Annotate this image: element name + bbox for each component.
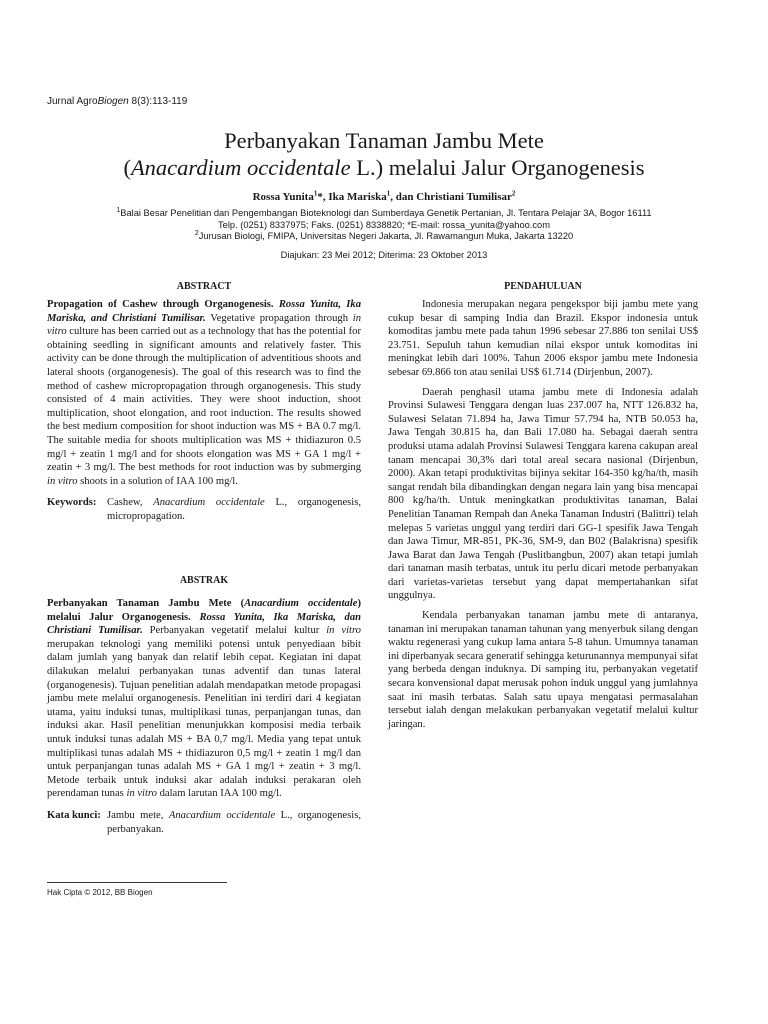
- affiliations: [0, 208, 768, 243]
- affiliation-1: $^1$Balai Besar Penelitian dan Pengembangan Bioteknologi dan Sumberdaya Genetik Pertanian, Jl. Tentara Pelajar 3A, Bogor 16111: [116, 206, 652, 218]
- copyright-notice: Hak Cipta © 2012, BB Biogen: [47, 888, 153, 897]
- keywords-text: Cashew, Anacardium occidentale L., organogenesis, micropropagation.: [107, 497, 361, 522]
- keywords-label: Keywords:: [47, 497, 97, 509]
- pendahuluan-heading: PENDAHULUAN: [504, 281, 582, 292]
- affiliation-2: $^2$Jurusan Biologi, FMIPA, Universitas Negeri Jakarta, Jl. Rawamangun Muka, Jakarta 13220: [194, 229, 574, 241]
- abstrak-body: [47, 597, 361, 836]
- title-line-2: (Anacardium occidentale L.) melalui Jalur Organogenesis: [123, 155, 645, 180]
- keywords: [47, 496, 361, 523]
- abstrak-paragraph: Perbanyakan Tanaman Jambu Mete (Anacardium occidentale) melalui Jalur Organogenesis. Rossa Yunita, Ika Mariska, dan Christiani Tumilisar. Perbanyakan vegetatif melalui kultur in vitro merupakan teknologi yang memiliki potensi untuk penyediaan bibit dalam jumlah yang banyak dan relatif lebih cepat. Kegiatan ini dapat dilakukan melalui perbanyakan tunas adventif dan tunas lateral (organogenesis). Tujuan penelitian adalah mendapatkan metode propagasi jambu mete melalui organogenesis. Penelitian ini terdiri dari 4 kegiatan utama, yaitu induksi tunas, multiplikasi tunas, perpanjangan tunas, dan induksi akar. Hasil penelitian menunjukkan komposisi media terbaik untuk induksi tunas adalah MS + BA 0,7 mg/l. Media yang tepat untuk multiplikasi tunas adalah MS + thidiazuron 0,5 mg/l + zeatin 1 mg/l dan untuk perpanjangan tunas adalah MS + GA 1 mg/l + zeatin + 3 mg/l. Metode terbaik untuk induksi akar adalah induksi perakaran oleh perendaman tunas in vitro dalam larutan IAA 100 mg/l.: [47, 598, 362, 800]
- abstrak-heading: ABSTRAK: [179, 575, 229, 586]
- paragraph-2: Daerah penghasil utama jambu mete di Indonesia adalah Provinsi Sulawesi Tenggara dengan luas 237.007 ha, NTT 126.832 ha, Sulawesi Selatan 71.894 ha, Jawa Timur 57.794 ha, NTB 50.053 ha, Jawa Tengah 30.815 ha, dan Bali 17.080 ha. Sebagai daerah sentra produksi utama adalah Provinsi Sulawesi Tenggara karena cakupan areal tanam mencapai 30,3% dari total areal secara nasional (Dirjenbun, 2000). Akan tetapi produktivitas bijinya sekitar 164-350 kg/ha/th, masih sangat rendah bila dibandingkan dengan negara lain yang bisa mencapai 800 kg/ha/th. Untuk meningkatkan produktivitas tanaman, Balai Penelitian Tanaman Rempah dan Aneka Tanaman Industri (Balittri) telah melepas 5 varietas unggul yang terdiri dari GG-1 spesifik Jawa Tengah dan Jawa Timur, MR-851, PK-36, SM-9, dan B02 (Balakrisna) spesifik Jawa Barat dan Jawa Tengah (Puslitbangbun, 2007) akan tetapi jumlah dari tanaman masih terbatas, untuk itu perlu dicari metode perbanyakan dari varietas-varietas tersebut yang dapat mempertahankan sifat unggulnya.: [388, 386, 698, 602]
- paragraph-1: Indonesia merupakan negara pengekspor biji jambu mete yang cukup besar di samping India dan Brazil. Ekspor indonesia untuk komoditas jambu mete pada tahun 1996 sebesar 27.886 ton senilai US$ 23.751. Sepuluh tahun kemudian nilai ekspor untuk komoditas ini meningkat lebih dari 100%. Tahun 2006 ekspor jambu mete Indonesia sebesar 69.866 ton atau senilai US$ 61.714 (Dirjenbun, 2007).: [388, 299, 698, 378]
- kata-kunci: [47, 809, 361, 836]
- kata-kunci-label: Kata kunci:: [47, 809, 101, 821]
- author-list: Rossa Yunita$^1$*, Ika Mariska$^1$, dan Christiani Tumilisar$^2$: [252, 189, 516, 203]
- abstract-body: [47, 298, 361, 524]
- title-line-1: Perbanyakan Tanaman Jambu Mete: [224, 128, 544, 153]
- submission-dates: Diajukan: 23 Mei 2012; Diterima: 23 Oktober 2013: [280, 250, 488, 260]
- journal-citation: Jurnal AgroBiogen 8(3):113-119: [47, 96, 188, 107]
- kata-kunci-text: Jambu mete, Anacardium occidentale L., organogenesis, perbanyakan.: [107, 809, 361, 835]
- contact-line: Telp. (0251) 8337975; Faks. (0251) 8338820; *E-mail: rossa_yunita@yahoo.com: [218, 219, 550, 230]
- abstract-heading: ABSTRACT: [176, 281, 232, 292]
- paper-title: [0, 127, 768, 181]
- footnote-divider: [47, 882, 227, 883]
- abstract-paragraph: Propagation of Cashew through Organogenesis. Rossa Yunita, Ika Mariska, and Christiani Tumilisar. Vegetative propagation through in vitro culture has been carried out as a technology that has the potential for obtaining seedling in significant amounts and relatively faster. This activity can be done through the multiplication of adventitious shoots and lateral shoots (organogenesis). The goal of this research was to find the method of cashew micropropagation through organogenesis. This study consisted of 4 main activities. They were shoot induction, shoot multiplication, shoot elongation, and root induction. The results showed the best medium composition for shoot induction was MS + BA 0.7 mg/l. The suitable media for shoots multiplication was MS + thidiazuron 0.5 mg/l + zeatin 1 mg/l and for shoots elongation was MS + GA 1 mg/l + zeatin + 3 mg/l. The best methods for root induction was by submerging in vitro shoots in a solution of IAA 100 mg/l.: [47, 299, 361, 487]
- paragraph-3: Kendala perbanyakan tanaman jambu mete di antaranya, tanaman ini merupakan tanaman tahunan yang menyerbuk silang dengan waktu regenerasi yang cukup lama antara 5-8 tahun. Umumnya tanaman ini diperbanyak secara generatif sehingga keturunannya mempunyai sifat yang berbeda dengan induknya. Di samping itu, perbanyakan vegetatif secara konvensional dapat merusak pohon induk unggul yang jumlahnya saat ini masih terbatas. Salah satu upaya mengatasi permasalahan tersebut ialah dengan melakukan perbanyakan vegetatif melalui kultur jaringan.: [388, 610, 698, 730]
- pendahuluan-body: [388, 298, 698, 731]
